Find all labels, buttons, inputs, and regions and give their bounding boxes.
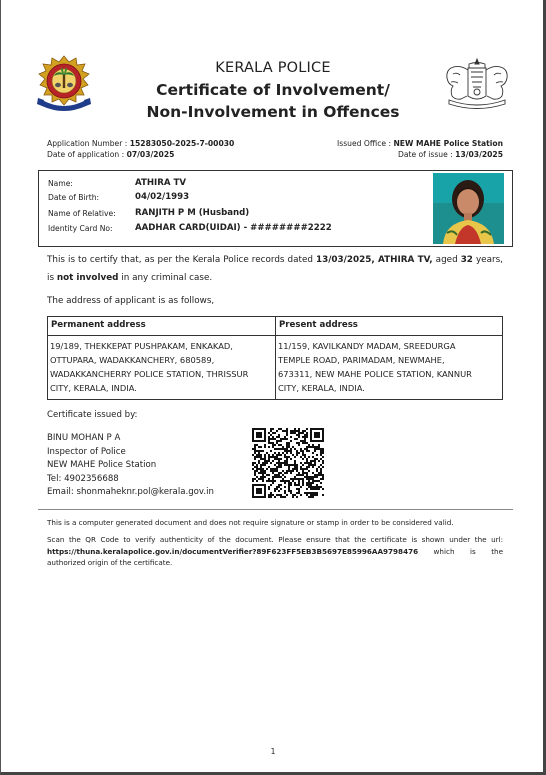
present-address-line: 673311, NEW MAHE POLICE STATION, KANNUR	[278, 369, 472, 379]
certify-text-2: aged	[432, 255, 461, 265]
present-address-header: Present address	[276, 317, 503, 336]
address-header-row	[48, 317, 503, 336]
application-meta	[47, 138, 234, 160]
application-number-label: Application Number :	[47, 139, 130, 148]
present-address-line: 11/159, KAVILKANDY MADAM, SREEDURGA	[278, 341, 456, 351]
present-address-line: CITY, KERALA, INDIA.	[278, 383, 365, 393]
applicant-age: 32	[460, 255, 473, 265]
present-address	[276, 336, 503, 400]
present-address-line: TEMPLE ROAD, PARIMADAM, NEWMAHE,	[278, 355, 445, 365]
applicant-relative: RANJITH P M (Husband)	[135, 208, 250, 218]
relative-label: Name of Relative:	[48, 209, 116, 218]
permanent-address-line: OTTUPARA, WADAKKANCHERY, 680589,	[50, 355, 215, 365]
issuer-designation: Inspector of Police	[47, 446, 126, 457]
issued-office-row	[300, 138, 503, 149]
address-table	[47, 316, 503, 400]
applicant-name: ATHIRA TV	[135, 178, 187, 188]
identity-label: Identity Card No:	[48, 224, 113, 233]
applicant-dob: 04/02/1993	[135, 192, 190, 202]
applicant-details-box	[38, 170, 513, 247]
issue-date-label: Date of issue :	[397, 150, 456, 159]
issue-date-row	[300, 149, 503, 160]
certify-text-1: This is to certify that, as per the Kerala Police records dated	[47, 255, 316, 265]
issuer-station: NEW MAHE Police Station	[47, 460, 157, 471]
certification-statement	[47, 251, 503, 287]
application-number-row	[47, 138, 234, 149]
application-date-label: Date of application :	[47, 150, 127, 159]
address-intro: The address of applicant is as follows,	[47, 296, 215, 306]
issuer-email: Email: shonmaheknr.pol@kerala.gov.in	[47, 487, 214, 498]
verification-url[interactable]: https://thuna.keralapolice.gov.in/documentVerifier?89F623FF5EB3B5697E85996AA9798476	[47, 546, 419, 556]
issuer-telephone: Tel: 4902356688	[47, 473, 119, 484]
certificate-title-line2: Non-Involvement in Offences	[146, 103, 400, 121]
application-number: 15283050-2025-7-00030	[129, 139, 235, 148]
dob-label: Date of Birth:	[48, 193, 100, 202]
certify-text-3: years, is	[47, 255, 503, 283]
issuer-name: BINU MOHAN P A	[47, 433, 121, 443]
issued-by-heading: Certificate issued by:	[47, 410, 138, 420]
verification-note	[47, 534, 503, 569]
permanent-address-line: 19/189, THEKKEPAT PUSHPAKAM, ENKAKAD,	[50, 341, 233, 351]
footer-divider	[38, 509, 513, 510]
certify-record-date: 13/03/2025, ATHIRA TV,	[315, 255, 433, 265]
page-number: 1	[270, 747, 276, 756]
issued-office: NEW MAHE Police Station	[393, 139, 503, 148]
verification-text: Scan the QR Code to verify authenticity of the document. Please ensure that the certificate is shown under the url:	[47, 535, 503, 544]
name-label: Name:	[48, 179, 73, 188]
permanent-address-header: Permanent address	[48, 317, 276, 336]
issue-meta	[300, 138, 503, 160]
organization-name: KERALA POLICE	[215, 60, 331, 76]
certify-text-4: in any criminal case.	[118, 273, 213, 283]
application-date-row	[47, 149, 234, 160]
issue-date: 13/03/2025	[455, 150, 503, 159]
permanent-address-line: WADAKKANCHERRY POLICE STATION, THRISSUR	[50, 369, 249, 379]
permanent-address	[48, 336, 276, 400]
address-row	[48, 336, 503, 400]
applicant-photo	[433, 173, 504, 244]
verification-text-end: which is the authorized origin of the certificate.	[47, 546, 503, 567]
computer-generated-note: This is a computer generated document and does not require signature or stamp in order to be considered valid.	[47, 518, 454, 527]
application-date: 07/03/2025	[126, 150, 175, 159]
permanent-address-line: CITY, KERALA, INDIA.	[50, 383, 137, 393]
certificate-title-line1: Certificate of Involvement/	[156, 81, 390, 99]
involvement-status: not involved	[56, 273, 119, 283]
issued-office-label: Issued Office :	[337, 139, 394, 148]
issuer-block	[47, 432, 214, 500]
qr-code-icon[interactable]	[252, 428, 324, 498]
applicant-identity: AADHAR CARD(UIDAI) - ########2222	[135, 223, 332, 233]
